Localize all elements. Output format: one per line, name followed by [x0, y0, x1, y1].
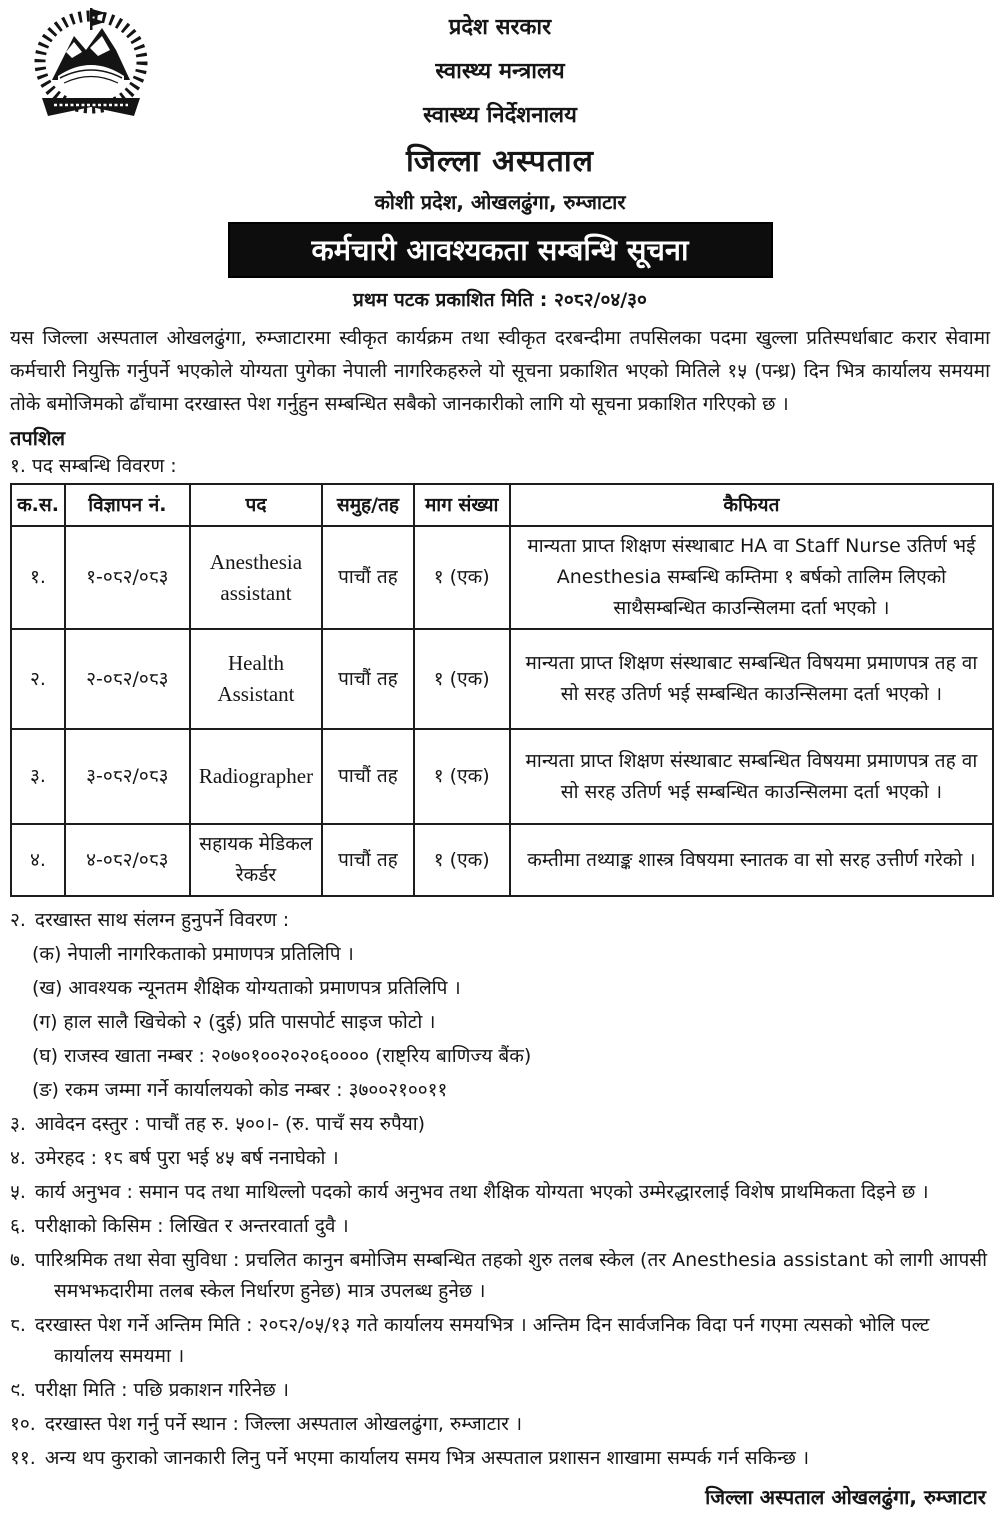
item-number: ६.	[10, 1215, 26, 1237]
cell-group-level: पाचौं तह	[322, 629, 413, 729]
positions-table	[10, 483, 994, 897]
cell-group-level: पाचौं तह	[322, 526, 413, 629]
list-item	[10, 1310, 990, 1372]
item-number: ३.	[10, 1113, 26, 1135]
cell-advert-no: ३-०८२/०८३	[65, 729, 190, 824]
header-group-level: समुह/तह	[322, 484, 413, 526]
item-text: कार्य अनुभव : समान पद तथा माथिल्लो पदको कार्य अनुभव तथा शैक्षिक योग्यता भएको उम्मेरद्धारलाई विशेष प्राथमिकता दिइने छ ।	[34, 1181, 929, 1203]
list-item	[10, 1245, 990, 1307]
item-text: पारिश्रमिक तथा सेवा सुविधा : प्रचलित कानुन बमोजिम सम्बन्धित तहको शुरु तलब स्केल (तर Anesthesia assistant को लागी आपसी समभझदारीमा तलब स्केल निर्धारण हुनेछ) मात्र उपलब्ध हुनेछ ।	[34, 1249, 988, 1302]
item-text: दरखास्त साथ संलग्न हुनुपर्ने विवरण :	[34, 909, 290, 931]
cell-remarks: मान्यता प्राप्त शिक्षण संस्थाबाट HA वा Staff Nurse उतिर्ण भई Anesthesia सम्बन्धि कम्तिमा १ बर्षको तालिम लिएको साथैसम्बन्धित काउन्सिलमा दर्ता भएको ।	[510, 526, 993, 629]
cell-demand-count: १ (एक)	[414, 824, 510, 896]
item-number: ११.	[10, 1447, 36, 1469]
cell-sn: ३.	[11, 729, 65, 824]
item-text: अन्य थप कुराको जानकारी लिनु पर्ने भएमा कार्यालय समय भित्र अस्पताल प्रशासन शाखामा सम्पर्क गर्न सकिन्छ ।	[44, 1447, 810, 1469]
item-text: आवेदन दस्तुर : पाचौं तह रु. ५००।- (रु. पाचँ सय रुपैया)	[34, 1113, 426, 1135]
sub-item: (ख) आवश्यक न्यूनतम शैक्षिक योग्यताको प्रमाणपत्र प्रतिलिपि ।	[32, 977, 461, 999]
item-text: उमेरहद : १८ बर्ष पुरा भई ४५ बर्ष ननाघेको ।	[34, 1147, 339, 1169]
cell-advert-no: २-०८२/०८३	[65, 629, 190, 729]
sub-item: (ग) हाल सालै खिचेको २ (दुई) प्रति पासपोर्ट साइज फोटो ।	[32, 1011, 436, 1033]
item-text: परीक्षाको किसिम : लिखित र अन्तरवार्ता दुवै ।	[34, 1215, 349, 1237]
cell-remarks: कम्तीमा तथ्याङ्क शास्त्र विषयमा स्नातक वा सो सरह उत्तीर्ण गरेको ।	[510, 824, 993, 896]
list-item	[10, 1211, 990, 1242]
notice-title-banner: कर्मचारी आवश्यकता सम्बन्धि सूचना	[228, 222, 773, 278]
sub-item: (क) नेपाली नागरिकताको प्रमाणपत्र प्रतिलिपि ।	[32, 943, 354, 965]
cell-post: Radiographer	[190, 729, 323, 824]
cell-demand-count: १ (एक)	[414, 629, 510, 729]
intro-paragraph: यस जिल्ला अस्पताल ओखलढुंगा, रुम्जाटारमा स्वीकृत कार्यक्रम तथा स्वीकृत दरबन्दीमा तपसिलका पदमा खुल्ला प्रतिस्पर्धाबाट करार सेवामा कर्मचारी नियुक्ति गर्नुपर्ने भएकोले योग्यता पुगेका नेपाली नागरिकहरुले यो सूचना प्रकाशित भएको मितिले १५ (पन्ध्र) दिन भित्र कार्यालय समयमा तोके बमोजिमको ढाँचामा दरखास्त पेश गर्नुहुन सम्बन्धित सबैको जानकारीको लागि यो सूचना प्रकाशित गरिएको छ ।	[10, 327, 990, 415]
list-item	[10, 1143, 990, 1174]
cell-post: Health Assistant	[190, 629, 323, 729]
ministry-line: स्वास्थ्य मन्त्रालय	[435, 59, 565, 84]
sub-item: (ङ) रकम जम्मा गर्ने कार्यालयको कोड नम्बर : ३७००२१००११	[32, 1079, 448, 1101]
table-row	[11, 629, 993, 729]
item-number: ८.	[10, 1314, 26, 1336]
issuer-signature: जिल्ला अस्पताल ओखलढुंगा, रुम्जाटार	[705, 1485, 986, 1509]
cell-remarks: मान्यता प्राप्त शिक्षण संस्थाबाट सम्बन्धित विषयमा प्रमाणपत्र तह वा सो सरह उतिर्ण भई सम्बन्धित काउन्सिलमा दर्ता भएको ।	[510, 629, 993, 729]
header-sn: क.स.	[11, 484, 65, 526]
list-item	[10, 1177, 990, 1208]
published-date-line: प्रथम पटक प्रकाशित मिति : २०८२/०४/३०	[353, 289, 647, 311]
header-advert-no: विज्ञापन नं.	[65, 484, 190, 526]
table-row	[11, 729, 993, 824]
nepal-emblem-icon	[22, 6, 160, 124]
list-item	[10, 1375, 990, 1406]
cell-sn: ४.	[11, 824, 65, 896]
cell-remarks: मान्यता प्राप्त शिक्षण संस्थाबाट सम्बन्धित विषयमा प्रमाणपत्र तह वा सो सरह उतिर्ण भई सम्बन्धित काउन्सिलमा दर्ता भएको ।	[510, 729, 993, 824]
hospital-name: जिल्ला अस्पताल	[406, 144, 594, 179]
list-item	[10, 1409, 990, 1440]
cell-sn: २.	[11, 629, 65, 729]
item-text: दरखास्त पेश गर्ने अन्तिम मिति : २०८२/०५/१३ गते कार्यालय समयभित्र । अन्तिम दिन सार्वजनिक विदा पर्न गएमा त्यसको भोलि पल्ट कार्यालय समयमा ।	[34, 1314, 930, 1367]
cell-advert-no: १-०८२/०८३	[65, 526, 190, 629]
cell-advert-no: ४-०८२/०८३	[65, 824, 190, 896]
table-header-row	[11, 484, 993, 526]
attachment-sublist	[32, 939, 990, 1106]
cell-sn: १.	[11, 526, 65, 629]
cell-post: सहायक मेडिकल रेकर्डर	[190, 824, 323, 896]
item-number: २.	[10, 909, 26, 931]
item-text: परीक्षा मिति : पछि प्रकाशन गरिनेछ ।	[34, 1379, 289, 1401]
cell-group-level: पाचौं तह	[322, 729, 413, 824]
header-post: पद	[190, 484, 323, 526]
nepal-emblem-logo	[22, 6, 160, 124]
cell-group-level: पाचौं तह	[322, 824, 413, 896]
tapasil-heading: तपशिल	[10, 426, 66, 450]
header-demand-count: माग संख्या	[414, 484, 510, 526]
section1-title: १. पद सम्बन्धि विवरण :	[10, 455, 177, 477]
directorate-line: स्वास्थ्य निर्देशनालय	[423, 103, 577, 128]
terms-list	[10, 905, 990, 1474]
item-number: ९.	[10, 1379, 26, 1401]
item-number: ७.	[10, 1249, 26, 1271]
government-line: प्रदेश सरकार	[448, 15, 552, 40]
cell-demand-count: १ (एक)	[414, 729, 510, 824]
list-item	[10, 1109, 990, 1140]
table-row	[11, 526, 993, 629]
table-row	[11, 824, 993, 896]
list-item	[10, 1443, 990, 1474]
list-item	[10, 905, 990, 936]
hospital-address: कोशी प्रदेश, ओखलढुंगा, रुम्जाटार	[374, 190, 626, 214]
item-number: ४.	[10, 1147, 26, 1169]
item-number: ५.	[10, 1181, 26, 1203]
header-remarks: कैफियत	[510, 484, 993, 526]
cell-demand-count: १ (एक)	[414, 526, 510, 629]
item-number: १०.	[10, 1413, 36, 1435]
sub-item: (घ) राजस्व खाता नम्बर : २०७०१००२०२०६०००० (राष्ट्रिय बाणिज्य बैंक)	[32, 1045, 532, 1067]
item-text: दरखास्त पेश गर्नु पर्ने स्थान : जिल्ला अस्पताल ओखलढुंगा, रुम्जाटार ।	[44, 1413, 523, 1435]
cell-post: Anesthesia assistant	[190, 526, 323, 629]
